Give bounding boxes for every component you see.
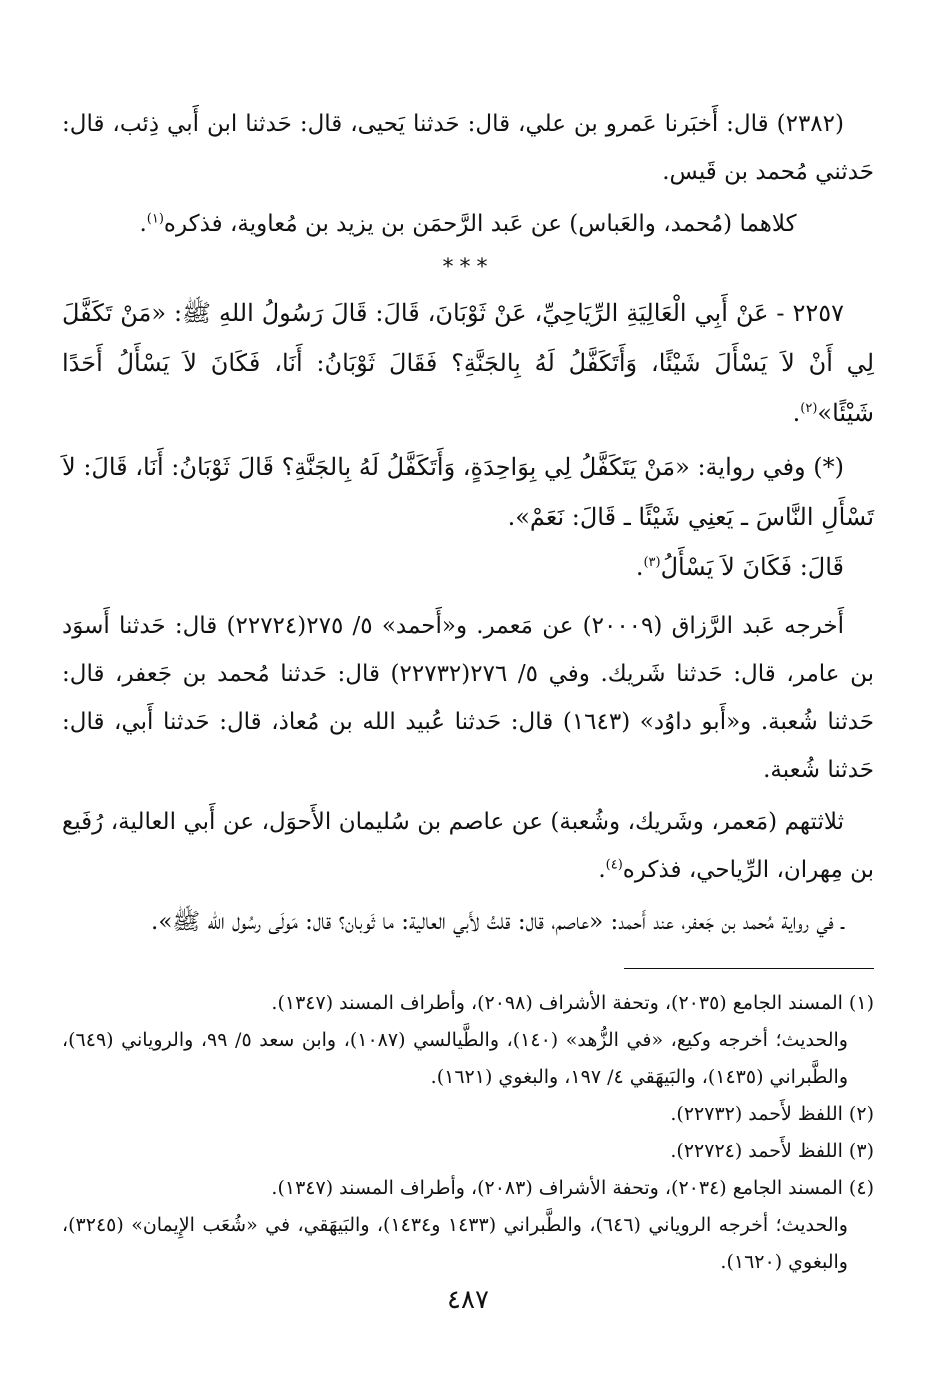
footnote-4: (٤) المسند الجامع (٢٠٣٤)، وتحفة الأشراف (٢٠٨٣)، وأطراف المسند (١٣٤٧). [271,1177,874,1199]
hadith-variant-ending [62,542,874,592]
footnote-1: (١) المسند الجامع (٢٠٣٥)، وتحفة الأشراف (٢٠٩٨)، وأطراف المسند (١٣٤٧). [271,992,874,1014]
isnad-paragraph-2382: (٢٣٨٢) قال: أَخبَرنا عَمرو بن علي، قال: حَدثنا يَحيى، قال: حَدثنا ابن أَبي ذِئب، قال: حَدثني مُحمد بن قَيس. [62,111,874,185]
three-narrators-end: . [598,857,606,883]
hadith-variant-narration: (*) وفي رواية: «مَنْ يَتَكَفَّلُ لِي بِوَاحِدَةٍ، وَأَتَكَفَّلُ لَهُ بِالجَنَّةِ؟ قَالَ ثَوْبَانُ: أَنَا، قَالَ: لاَ تَسْأَلِ النَّاسَ ـ يَعنِي شَيْئًا ـ قَالَ: نَعَمْ». [62,453,874,531]
paragraph-end: . [139,211,147,237]
footnote-4-continued: والحديث؛ أخرجه الروياني (٦٤٦)، والطَّبراني (١٤٣٣ و١٤٣٤)، والبَيهَقي، في «شُعَب الإِيمان» (٣٢٤٥)، والبغوي (١٦٢٠). [62,1214,848,1273]
footnote-3: (٣) اللفظ لأَحمد (٢٢٧٢٤). [670,1140,874,1162]
ahmad-narration-note: ـ في رواية مُحمد بن جَعفر، عند أَحمد: «عاصم، قال: قلتُ لأَبي العالية: ما ثَوبان؟ قال: مَولَى رسُول الله ﷺ». [151,909,844,935]
footnote-ref-1: (١) [146,211,164,227]
section-separator-stars: *** [442,255,494,280]
paragraph-text: كلاهما (مُحمد، والعَباس) عن عَبد الرَّحمَن بن يزيد بن مُعاوية، فذكره [163,211,797,237]
footnote-1-continued: والحديث؛ أخرجه وكيع، «في الزُّهد» (١٤٠)، والطَّيالسي (١٠٨٧)، وابن سعد ٥/ ٩٩، والروياني (٦٤٩)، والطَّبراني (١٤٣٥)، والبَيهَقي ٤/ ١٩٧، والبغوي (١٦٢١). [62,1029,848,1088]
takhrij-paragraph: أَخرجه عَبد الرَّزاق (٢٠٠٠٩) عن مَعمر. و«أَحمد» ٥/ ٢٧٥(٢٢٧٢٤) قال: حَدثنا أَسوَد بن عامر، قال: حَدثنا شَريك. وفي ٥/ ٢٧٦(٢٢٧٣٢) قال: حَدثنا مُحمد بن جَعفر، قال: حَدثنا شُعبة. و«أَبو داوُد» (١٦٤٣) قال: حَدثنا عُبيد الله بن مُعاذ، قال: حَدثنا أَبي، قال: حَدثنا شُعبة. [62,613,875,783]
hadith-2257 [62,288,874,438]
both-narrators-paragraph [62,200,874,248]
variant-ending-end: . [635,553,644,581]
three-narrators-paragraph [62,798,874,894]
hadith-text: ٢٢٥٧ - عَنْ أَبِي الْعَالِيَةِ الرِّيَاحِيِّ، عَنْ ثَوْبَانَ، قَالَ: قَالَ رَسُولُ اللهِ ﷺ: «مَنْ تَكَفَّلَ لِي أَنْ لاَ يَسْأَلَ شَيْئًا، وَأَتَكَفَّلُ لَهُ بِالجَنَّةِ؟ فَقَالَ ثَوْبَانُ: أَنَا، فَكَانَ لاَ يَسْأَلُ أَحَدًا شَيْئًا» [62,299,875,427]
variant-ending-text: قَالَ: فَكَانَ لاَ يَسْأَلُ [660,553,844,581]
three-narrators-text: ثلاثتهم (مَعمر، وشَريك، وشُعبة) عن عاصم بن سُليمان الأَحوَل، عن أَبي العالية، رُفَيع بن مِهران، الرِّياحي، فذكره [62,809,874,883]
footnote-ref-2: (٢) [800,401,818,416]
footnote-ref-3: (٣) [643,555,661,570]
hadith-end: . [792,399,801,427]
footnote-ref-4: (٤) [605,857,623,873]
page-number: ٤٨٧ [447,1285,489,1315]
footnote-divider [624,968,874,969]
footnote-2: (٢) اللفظ لأَحمد (٢٢٧٣٢). [670,1103,874,1125]
